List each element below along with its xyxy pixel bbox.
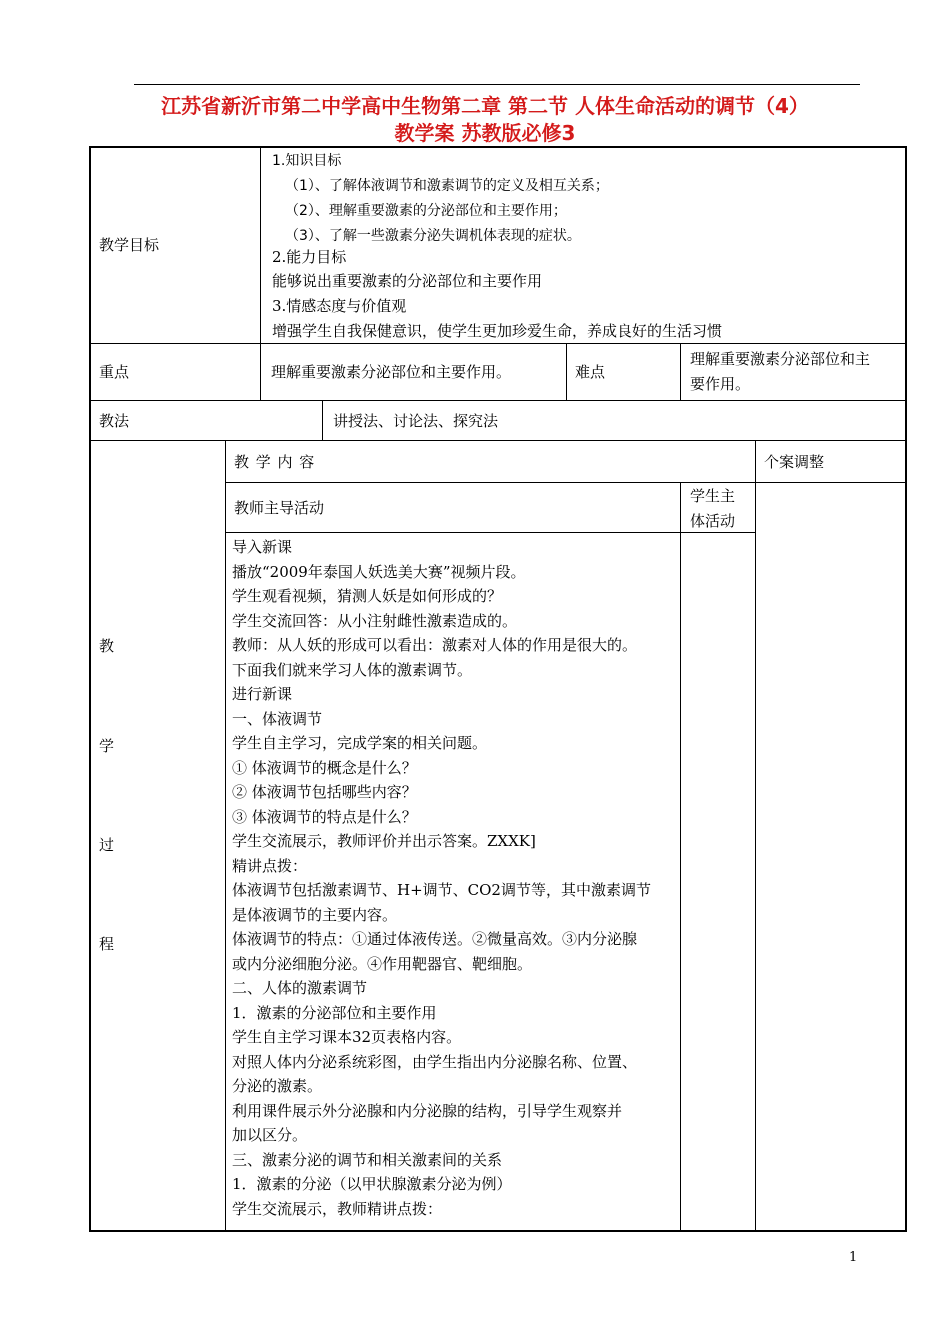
process-label-char: 程 (99, 935, 115, 953)
process-label-char: 过 (99, 836, 115, 854)
process-label-char: 学 (99, 737, 115, 755)
process-line: 精讲点拨： (232, 856, 308, 875)
col-divider (680, 343, 681, 401)
col-divider (566, 343, 567, 401)
objective-line: 1.知识目标 (272, 153, 342, 169)
objective-line: 3.情感态度与价值观 (272, 297, 407, 315)
row-divider (225, 532, 755, 533)
col-divider (225, 440, 226, 1231)
process-line: ③ 体液调节的特点是什么？ (232, 807, 417, 826)
process-line: 一、体液调节 (232, 709, 323, 728)
difficulty-line: 要作用。 (690, 374, 751, 393)
content-header: 教 学 内 容 (234, 453, 316, 471)
document-title (90, 93, 880, 147)
objective-line: 能够说出重要激素的分泌部位和主要作用 (272, 272, 543, 290)
process-line: 分泌的激素。 (232, 1077, 323, 1095)
row-divider (225, 482, 906, 483)
col-divider (680, 482, 681, 1231)
adjustment-header: 个案调整 (764, 453, 825, 471)
process-line: 播放“2009年泰国人妖选美大赛”视频片段。 (232, 562, 526, 581)
process-line: 学生交流展示，教师精讲点拨： (232, 1199, 443, 1218)
process-line: 学生自主学习，完成学案的相关问题。 (232, 734, 488, 752)
difficulty-text (690, 347, 902, 396)
process-line: 体液调节的特点：①通过体液传送。②微量高效。③内分泌腺 (232, 930, 638, 948)
process-line: 进行新课 (232, 685, 293, 703)
student-activity-header (690, 484, 735, 533)
process-line: 学生交流回答：从小注射雌性激素造成的。 (232, 611, 518, 630)
process-line: 导入新课 (232, 538, 293, 556)
process-line: ① 体液调节的概念是什么？ (232, 758, 417, 777)
col-divider (260, 147, 261, 401)
process-line: 下面我们就来学习人体的激素调节。 (232, 660, 473, 679)
student-header-line: 体活动 (690, 511, 736, 530)
process-line: 体液调节包括激素调节、H+调节、CO2调节等，其中激素调节 (232, 881, 651, 899)
col-divider (322, 400, 323, 441)
process-line: 1．激素的分泌部位和主要作用 (232, 1003, 437, 1022)
objectives-label: 教学目标 (99, 236, 160, 254)
page-number: 1 (849, 1250, 858, 1265)
process-line: 学生自主学习课本32页表格内容。 (232, 1028, 462, 1046)
process-line: 加以区分。 (232, 1126, 308, 1144)
table-border-bottom (89, 1230, 907, 1232)
process-line: 是体液调节的主要内容。 (232, 905, 398, 924)
process-line: 学生观看视频，猜测人妖是如何形成的？ (232, 587, 503, 605)
objective-line: （2）、理解重要激素的分泌部位和主要作用； (285, 203, 567, 219)
col-divider (755, 440, 756, 1231)
process-line: 三、激素分泌的调节和相关激素间的关系 (232, 1150, 503, 1169)
teaching-process-content (232, 535, 676, 1221)
methods-text: 讲授法、讨论法、探究法 (333, 412, 499, 430)
difficulty-label: 难点 (575, 363, 606, 381)
process-line: 学生交流展示，教师评价并出示答案。ZXXK] (232, 832, 536, 850)
process-line: 利用课件展示外分泌腺和内分泌腺的结构，引导学生观察并 (232, 1101, 623, 1120)
table-border-left (89, 146, 91, 1232)
row-divider (90, 440, 906, 441)
table-border-right (905, 146, 907, 1232)
row-divider (90, 400, 906, 401)
key-point-text: 理解重要激素分泌部位和主要作用。 (271, 363, 512, 381)
process-line: 对照人体内分泌系统彩图，由学生指出内分泌腺名称、位置、 (232, 1052, 638, 1071)
student-header-line: 学生主 (690, 487, 736, 505)
process-line: 或内分泌细胞分泌。④作用靶器官、靶细胞。 (232, 954, 533, 973)
header-rule (134, 84, 860, 85)
table-border-top (89, 146, 907, 148)
process-label-char: 教 (99, 637, 115, 655)
objective-line: 2.能力目标 (272, 248, 347, 266)
process-line: 二、人体的激素调节 (232, 979, 368, 997)
title-line-2: 教学案 苏教版必修3 (394, 121, 576, 145)
title-line-1: 江苏省新沂市第二中学高中生物第二章 第二节 人体生命活动的调节（4） (161, 94, 809, 118)
process-line: 1．激素的分泌（以甲状腺激素分泌为例） (232, 1175, 512, 1193)
key-point-label: 重点 (99, 363, 130, 381)
process-line: 教师：从人妖的形成可以看出：激素对人体的作用是很大的。 (232, 636, 638, 654)
objective-line: 增强学生自我保健意识，使学生更加珍爱生命，养成良好的生活习惯 (272, 322, 723, 340)
objective-line: （1）、了解体液调节和激素调节的定义及相互关系； (285, 178, 609, 194)
teacher-activity-header: 教师主导活动 (234, 499, 325, 517)
objective-line: （3）、了解一些激素分泌失调机体表现的症状。 (285, 228, 581, 244)
process-line: ② 体液调节包括哪些内容？ (232, 783, 417, 801)
difficulty-line: 理解重要激素分泌部位和主 (690, 350, 871, 368)
methods-label: 教法 (99, 412, 130, 430)
